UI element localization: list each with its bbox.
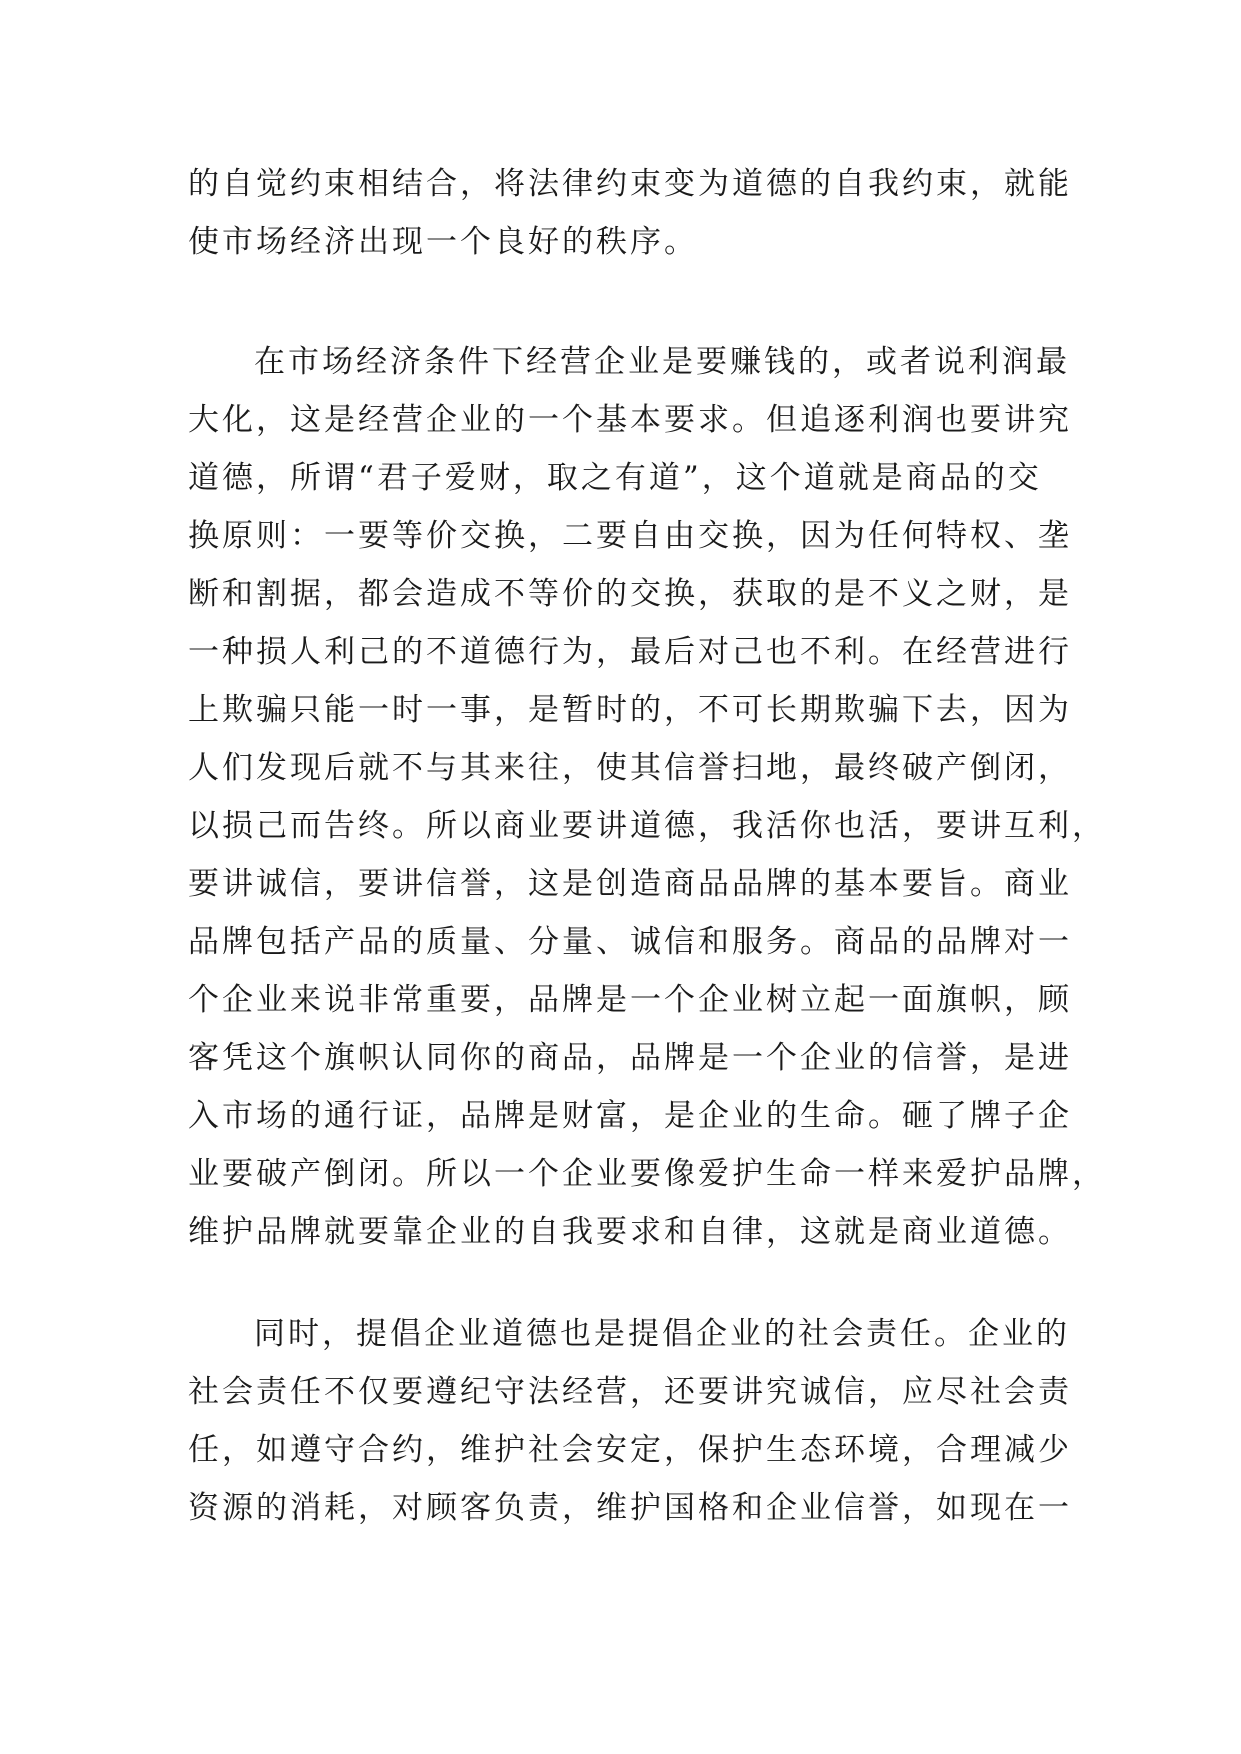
paragraph-line: 人们发现后就不与其来往，使其信誉扫地，最终破产倒闭， (188, 750, 1072, 786)
paragraph-line: 断和割据，都会造成不等价的交换，获取的是不义之财，是 (188, 576, 1072, 612)
paragraph-line: 道德，所谓“君子爱财，取之有道”，这个道就是商品的交 (188, 460, 1042, 496)
paragraph-line: 大化，这是经营企业的一个基本要求。但追逐利润也要讲究 (188, 402, 1072, 438)
paragraph-line: 维护品牌就要靠企业的自我要求和自律，这就是商业道德。 (188, 1214, 1072, 1250)
paragraph-line: 要讲诚信，要讲信誉，这是创造商品品牌的基本要旨。商业 (188, 866, 1072, 902)
paragraph-line: 使市场经济出现一个良好的秩序。 (188, 224, 698, 260)
paragraph-line: 在市场经济条件下经营企业是要赚钱的，或者说利润最 (254, 344, 1070, 380)
paragraph-line: 资源的消耗，对顾客负责，维护国格和企业信誉，如现在一 (188, 1490, 1072, 1526)
paragraph-line: 任，如遵守合约，维护社会安定，保护生态环境，合理减少 (188, 1432, 1072, 1468)
paragraph-line: 同时，提倡企业道德也是提倡企业的社会责任。企业的 (254, 1316, 1070, 1352)
paragraph-line: 的自觉约束相结合，将法律约束变为道德的自我约束，就能 (188, 166, 1072, 202)
paragraph-line: 业要破产倒闭。所以一个企业要像爱护生命一样来爱护品牌， (188, 1156, 1106, 1192)
paragraph-2 (188, 333, 1106, 1261)
paragraph-line: 品牌包括产品的质量、分量、诚信和服务。商品的品牌对一 (188, 924, 1072, 960)
paragraph-line: 上欺骗只能一时一事，是暂时的，不可长期欺骗下去，因为 (188, 692, 1072, 728)
paragraph-3 (188, 1305, 1072, 1537)
paragraph-line: 个企业来说非常重要，品牌是一个企业树立起一面旗帜，顾 (188, 982, 1072, 1018)
paragraph-line: 入市场的通行证，品牌是财富，是企业的生命。砸了牌子企 (188, 1098, 1072, 1134)
paragraph-line: 以损己而告终。所以商业要讲道德，我活你也活，要讲互利， (188, 808, 1106, 844)
paragraph-line: 客凭这个旗帜认同你的商品，品牌是一个企业的信誉，是进 (188, 1040, 1072, 1076)
paragraph-line: 社会责任不仅要遵纪守法经营，还要讲究诚信，应尽社会责 (188, 1374, 1072, 1410)
paragraph-line: 一种损人利己的不道德行为，最后对己也不利。在经营进行 (188, 634, 1072, 670)
paragraph-1 (188, 155, 1072, 271)
paragraph-line: 换原则：一要等价交换，二要自由交换，因为任何特权、垄 (188, 518, 1072, 554)
